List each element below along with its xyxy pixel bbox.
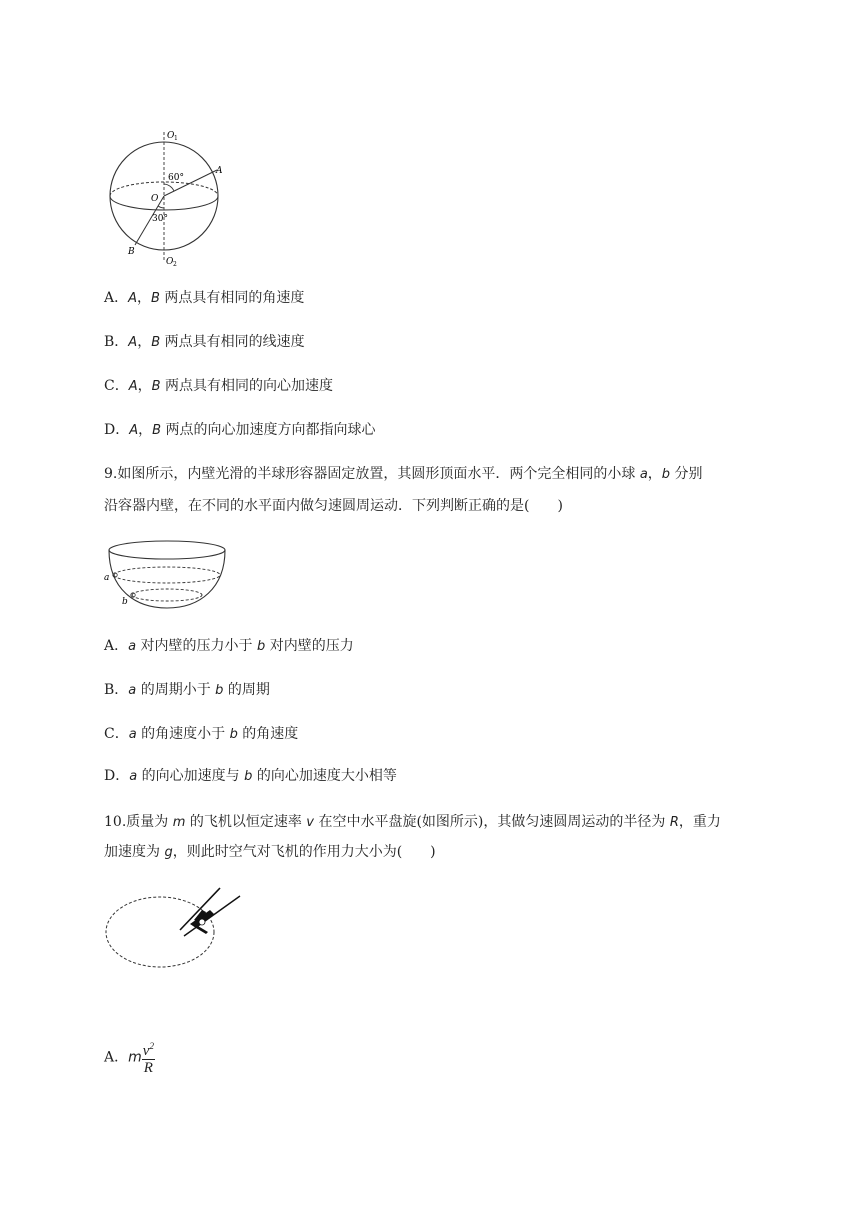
q10-stem-line1: 10.质量为 m 的飞机以恒定速率 v 在空中水平盘旋(如图所示)，其做匀速圆周运动的半径为 R，重力 xyxy=(104,814,721,830)
label-b: B xyxy=(128,247,135,257)
q9-option-d[interactable]: D．a 的向心加速度与 b 的向心加速度大小相等 xyxy=(104,768,397,784)
ball-a-label: a xyxy=(104,573,110,583)
label-o1-sub: 1 xyxy=(174,135,178,142)
hemisphere-bowl-figure xyxy=(104,538,228,614)
label-o1: O xyxy=(167,131,175,141)
q8-option-a[interactable]: A．A，B 两点具有相同的角速度 xyxy=(104,290,305,306)
q9-option-b[interactable]: B．a 的周期小于 b 的周期 xyxy=(104,682,270,698)
label-o2: O xyxy=(166,257,174,267)
q10-stem-line2: 加速度为 g，则此时空气对飞机的作用力大小为( ) xyxy=(104,844,436,860)
q9-option-a[interactable]: A．a 对内壁的压力小于 b 对内壁的压力 xyxy=(104,638,354,654)
airplane-circle-figure xyxy=(102,880,244,976)
q8-option-b[interactable]: B．A，B 两点具有相同的线速度 xyxy=(104,334,305,350)
fraction-v2-over-r: $\frac{v^2}{R}$ xyxy=(142,1038,155,1077)
label-o: O xyxy=(151,194,159,204)
angle-30-label: 30° xyxy=(152,214,168,224)
q8-option-c[interactable]: C．A，B 两点具有相同的向心加速度 xyxy=(104,378,333,394)
label-o2-sub: 2 xyxy=(173,261,177,268)
q8-option-d[interactable]: D．A，B 两点的向心加速度方向都指向球心 xyxy=(104,422,376,438)
ball-b-label: b xyxy=(122,597,128,607)
sphere-figure xyxy=(104,126,234,268)
q10-option-a[interactable]: A．m $\frac{v^2}{R}$ xyxy=(104,1038,155,1077)
label-a: A xyxy=(216,166,223,176)
airplane-icon xyxy=(180,888,240,936)
q9-option-c[interactable]: C．a 的角速度小于 b 的角速度 xyxy=(104,726,299,742)
angle-60-label: 60° xyxy=(168,173,184,183)
q9-stem-line1: 9.如图所示，内壁光滑的半球形容器固定放置，其圆形顶面水平．两个完全相同的小球 a，b 分别 xyxy=(104,466,703,482)
q9-stem-line2: 沿容器内壁，在不同的水平面内做匀速圆周运动．下列判断正确的是( ) xyxy=(104,498,563,514)
